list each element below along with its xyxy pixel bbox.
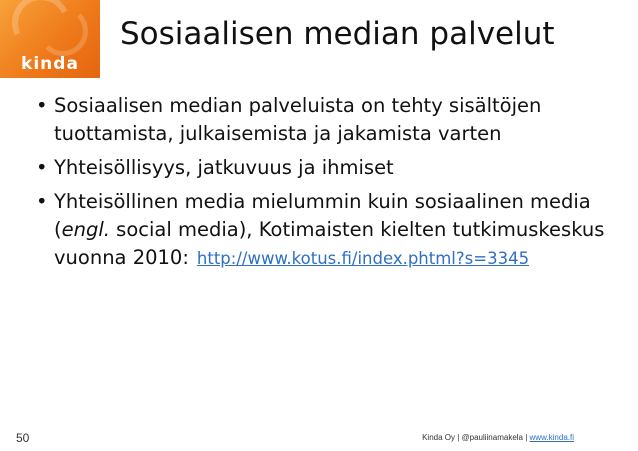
kotus-link[interactable]: http://www.kotus.fi/index.phtml?s=3345	[196, 249, 530, 268]
bullet-item	[32, 154, 612, 182]
bullet-list	[32, 92, 612, 279]
kinda-logo	[0, 0, 100, 78]
page-number: 50	[16, 431, 30, 445]
bullet-dot-icon: •	[36, 190, 48, 213]
bullet-text: Sosiaalisen median palveluista on tehty sisältöjen tuottamista, julkaisemista ja jakamista varten	[54, 94, 542, 145]
logo-wordmark: kinda	[21, 54, 79, 74]
bullet-item	[32, 188, 612, 273]
slide-title: Sosiaalisen median palvelut	[120, 16, 555, 52]
bullet-dot-icon: •	[36, 156, 48, 179]
bullet-dot-icon: •	[36, 94, 48, 117]
logo-swirl-icon	[38, 6, 88, 56]
bullet-item	[32, 92, 612, 148]
footer-website-link[interactable]: www.kinda.fi	[529, 433, 574, 442]
bullet-text-start: Yhteisöllinen media mielummin kuin sosiaalinen media (	[54, 190, 591, 241]
bullet-text: Yhteisöllisyys, jatkuvuus ja ihmiset	[54, 156, 394, 179]
footer-credit-text: Kinda Oy | @pauliinamakela |	[422, 433, 530, 442]
bullet-text-end: social media), Kotimaisten kielten tutkimuskeskus vuonna 2010:	[54, 218, 605, 269]
bullet-text-italic: engl.	[61, 218, 110, 241]
footer-credit	[422, 433, 574, 442]
